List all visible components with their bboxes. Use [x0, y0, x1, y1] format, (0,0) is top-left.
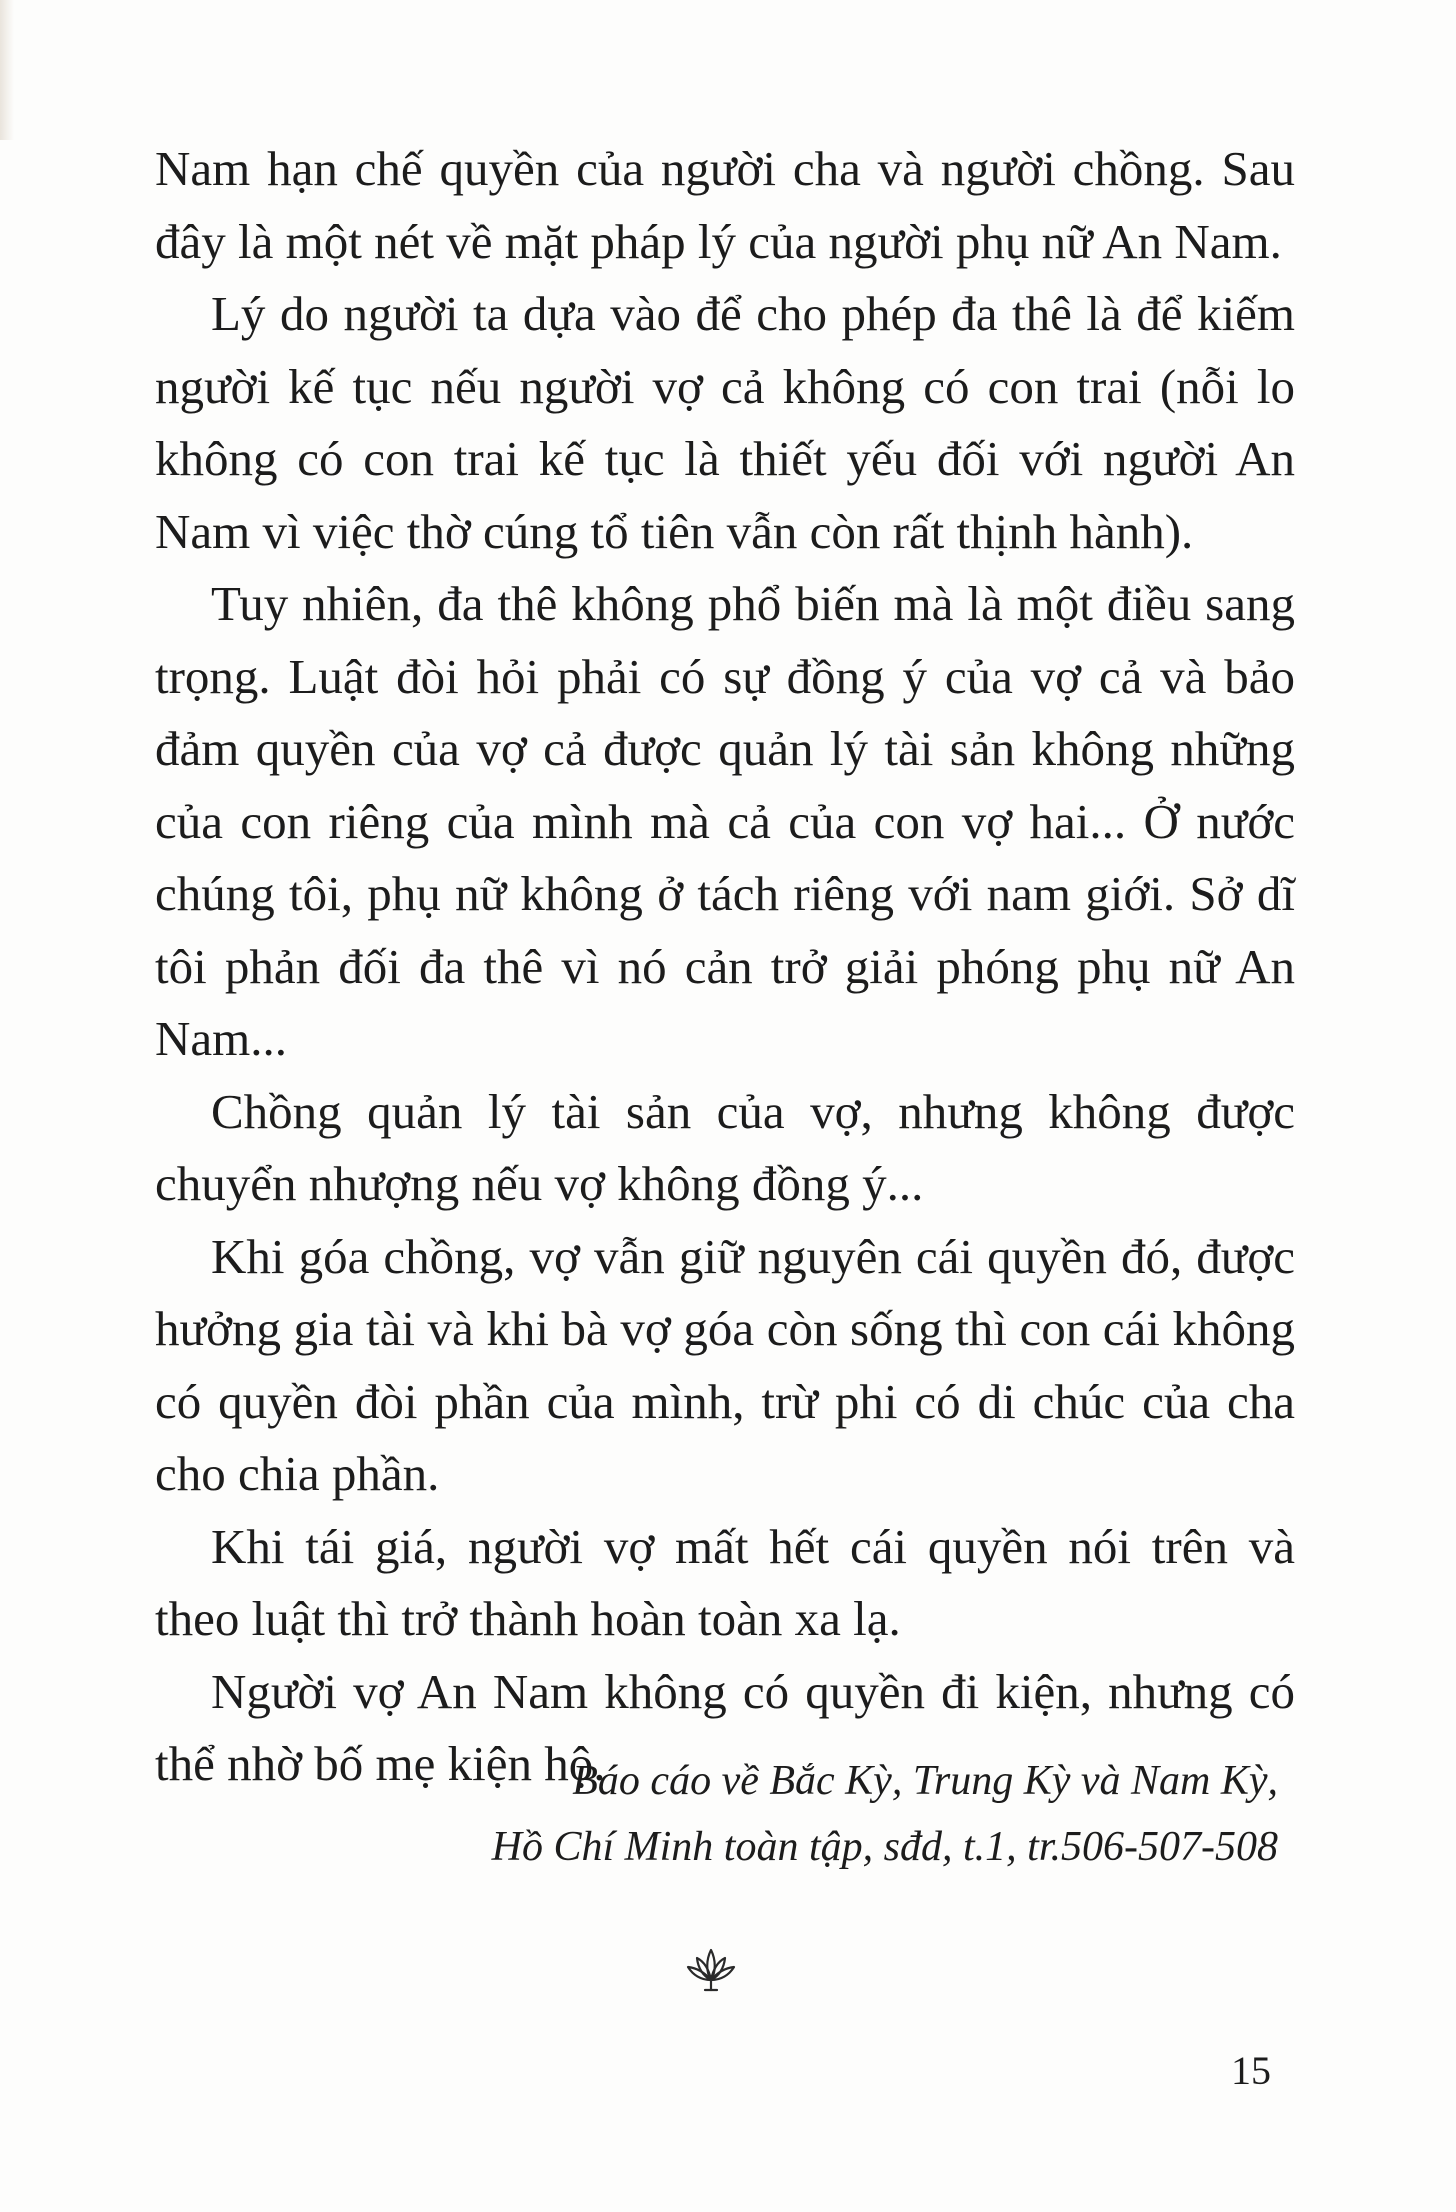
source-citation-line-1: Báo cáo về Bắc Kỳ, Trung Kỳ và Nam Kỳ,	[572, 1758, 1278, 1804]
paragraph-continuation: Nam hạn chế quyền của người cha và người chồng. Sau đây là một nét về mặt pháp lý của người phụ nữ An Nam.	[155, 141, 1295, 269]
lotus-ornament-icon	[684, 1946, 738, 1992]
paragraph-lawsuit: Người vợ An Nam không có quyền đi kiện, nhưng có thể nhờ bố mẹ kiện hộ.	[155, 1663, 1295, 1791]
paragraph-property-management: Chồng quản lý tài sản của vợ, nhưng không được chuyển nhượng nếu vợ không đồng ý...	[155, 1083, 1295, 1211]
page-number: 15	[1231, 2048, 1271, 2093]
paragraph-widow-rights: Khi góa chồng, vợ vẫn giữ nguyên cái quyền đó, được hưởng gia tài và khi bà vợ góa còn sống thì con cái không có quyền đòi phần của mình, trừ phi có di chúc của cha cho chia phần.	[155, 1228, 1295, 1501]
source-citation-line-2: Hồ Chí Minh toàn tập, sđd, t.1, tr.506-507-508	[491, 1824, 1278, 1870]
paragraph-remarriage: Khi tái giá, người vợ mất hết cái quyền nói trên và theo luật thì trở thành hoàn toàn xa lạ.	[155, 1518, 1295, 1646]
paragraph-polygamy-reason: Lý do người ta dựa vào để cho phép đa thê là để kiếm người kế tục nếu người vợ cả không có con trai (nỗi lo không có con trai kế tục là thiết yếu đối với người An Nam vì việc thờ cúng tổ tiên vẫn còn rất thịnh hành).	[155, 286, 1295, 559]
paragraph-polygamy-rare: Tuy nhiên, đa thê không phổ biến mà là một điều sang trọng. Luật đòi hỏi phải có sự đồng ý của vợ cả và bảo đảm quyền của vợ cả được quản lý tài sản không những của con riêng của mình mà cả của con vợ hai... Ở nước chúng tôi, phụ nữ không ở tách riêng với nam giới. Sở dĩ tôi phản đối đa thê vì nó cản trở giải phóng phụ nữ An Nam...	[155, 576, 1295, 1066]
page-edge-shadow	[0, 0, 14, 140]
body-text	[155, 133, 1295, 1801]
source-citation	[378, 1748, 1278, 1880]
